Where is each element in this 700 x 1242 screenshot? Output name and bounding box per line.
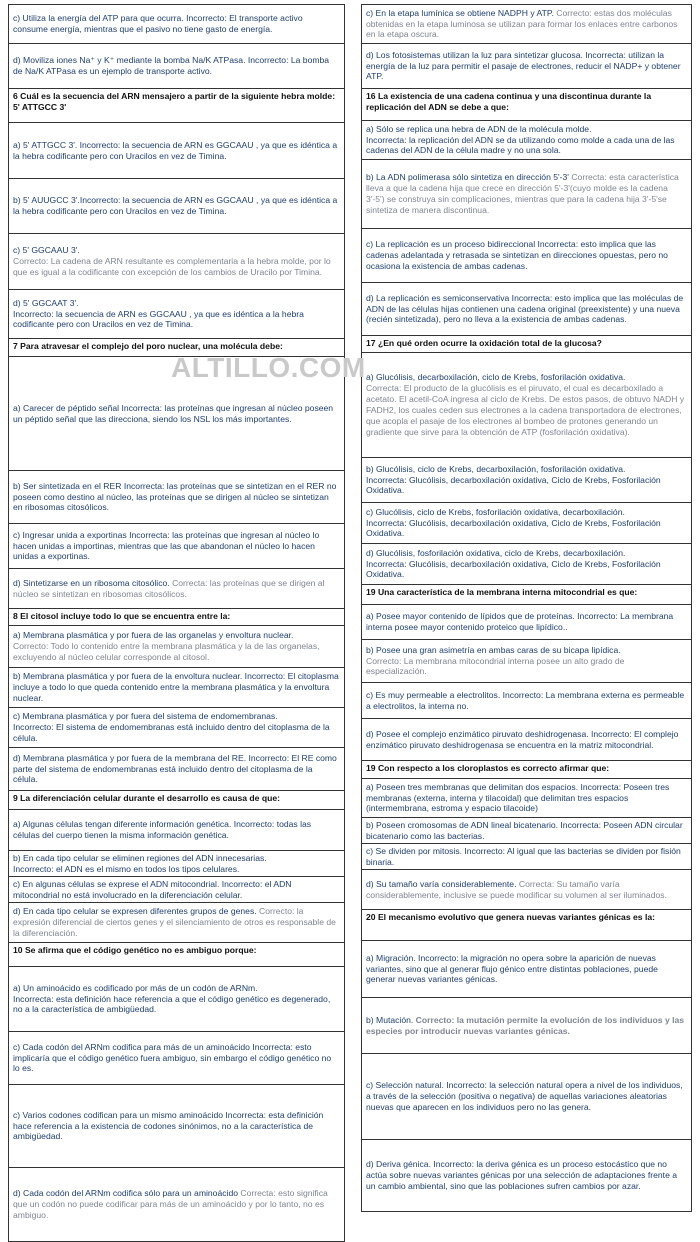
answer-option-row (362, 229, 692, 283)
option-text: d) Deriva génica. (366, 1159, 431, 1170)
option-comment: Incorrecta: esta definición hace referencia a la existencia de codones sinónimos, no a la característica de ambigüedad. (13, 1109, 324, 1142)
option-text: d) Membrana plasmática y por fuera de la membrana del RE. (13, 752, 247, 763)
question-header: 8 El citosol incluye todo lo que se encuentra entre la: (9, 609, 345, 626)
question-header: 9 La diferenciación celular durante el desarrollo es causa de que: (9, 791, 345, 810)
option-comment: Correcto: la mutación permite la evolución de los individuos y las especies por introducir nuevas variantes génicas. (366, 1014, 685, 1036)
option-comment: Incorrecto: la deriva génica es un proceso estocástico que no actúa sobre nuevas variantes génicas por una selección de adaptaciones frente a un cambio ambiental, sino que las poblaciones sufren cambios por azar. (366, 1159, 678, 1191)
option-comment: Correcta: Su tamaño varía considerablemente, inclusive se puede modificar su volumen al ser iluminados. (366, 878, 667, 900)
option-text: b) 5' AUUGCC 3'. (13, 195, 80, 206)
answer-option-row (9, 967, 345, 1032)
answer-option-row (9, 1032, 345, 1085)
option-text: a) Carecer de péptido señal (13, 402, 120, 413)
option-text: d) En cada tipo celular se expresen diferentes grupos de genes. (13, 906, 257, 917)
answer-option (362, 818, 692, 844)
answer-option (362, 544, 692, 585)
option-comment: Correcto: La cadena de ARN resultante es complementaria a la hebra molde, por lo que es igual a la codificante con excepción de los cambios de Uracilo por Timina. (13, 256, 331, 277)
option-comment: Incorrecto: La membrana interna posee mayor contenido proteico que lipídico.. (366, 611, 674, 632)
question-header-row (362, 336, 692, 353)
option-comment: Incorrecta: la replicación del ADN se da utilizando como molde a cada una de las cadenas del ADN de la célula madre y no una sola. (366, 134, 675, 156)
option-comment: Incorrecto: el ADN es el mismo en todos los tipos celulares. (13, 863, 240, 874)
left-column (8, 4, 345, 1242)
answer-option (362, 121, 692, 160)
option-text: a) Glucólisis, decarboxilación, ciclo de Krebs, fosforilación oxidativa. (366, 372, 626, 383)
answer-option-row (362, 1140, 692, 1212)
answer-option-row (9, 1168, 345, 1242)
option-text: b) Membrana plasmática y por fuera de la envoltura nuclear. (13, 671, 243, 682)
answer-option-row (362, 5, 692, 44)
option-comment: Incorrecta: las proteínas que ingresan al núcleo lo hacen unidas a importinas, mientras que las que abandonan el núcleo lo hacen unidas a exportinas. (13, 529, 320, 562)
answer-option-row (362, 998, 692, 1054)
option-comment: Incorrecto: La bomba de Na/K ATPasa es un ejemplo de transporte activo. (13, 55, 330, 76)
option-comment: Incorrecta: utilizan la energía de la luz para permitir el pasaje de electrones, reducir el NADP+ y obtener ATP. (366, 49, 681, 82)
answer-option-row (362, 818, 692, 844)
answer-option (9, 851, 345, 877)
option-comment: Incorrecta: las proteínas que ingresan al núcleo poseen un péptido señal que las direcciona, siendo los NSL los más importantes. (13, 402, 334, 424)
watermark: ALTILLO.COM (171, 352, 366, 383)
answer-option-row (9, 179, 345, 234)
answer-option-row (362, 844, 692, 870)
answer-option (362, 844, 692, 870)
answer-option-row (362, 870, 692, 910)
option-text: c) Cada codón del ARNm codifica para más de un aminoácido (13, 1041, 250, 1052)
answer-option (362, 44, 692, 89)
option-comment: Incorrecta: esto implica que las moléculas de ADN de las células hijas contienen una cadena original (preexistente) y una nueva (recién sintetizada), pero no lleva a la existencia de ambas cadenas. (366, 292, 684, 325)
option-comment: Incorrecta: esta definición hace referencia a que el código genético es degenerado, no a la característica de ambigüedad. (13, 993, 331, 1015)
option-text: b) Glucólisis, ciclo de Krebs, decarboxilación, fosforilación oxidativa. (366, 463, 626, 474)
answer-option-row (9, 524, 345, 569)
option-comment: Correcto: la expresión diferencial de ciertos genes y el silenciamiento de otros es responsable de la diferenciación. (13, 906, 336, 938)
option-text: a) 5' ATTGCC 3'. (13, 139, 78, 150)
option-comment: Incorrecta: Glucólisis, decarboxilación oxidativa, Ciclo de Krebs, Fosforilación Oxidativa. (366, 558, 661, 580)
option-comment: Incorrecto: El transporte activo consume energía, mientras que el pasivo no tiene gasto de energía. (13, 13, 303, 34)
answer-option (9, 708, 345, 748)
question-header: 19 Con respecto a los cloroplastos es correcto afirmar que: (362, 761, 692, 779)
answer-option (362, 605, 692, 640)
answer-option (9, 357, 345, 471)
option-comment: Incorrecto: el ADN mitocondrial no está involucrado en la diferenciación celular. (13, 878, 292, 900)
answer-option (362, 998, 692, 1054)
option-text: c) Utiliza la energía del ATP para que ocurra. (13, 13, 184, 24)
answer-option-row (362, 779, 692, 818)
answer-option (9, 626, 345, 668)
question-header-row (9, 339, 345, 357)
option-text: d) Cada codón del ARNm codifica sólo para un aminoácido (13, 1188, 238, 1199)
answer-option-row (9, 877, 345, 903)
answer-option (362, 283, 692, 336)
answer-option-row (362, 353, 692, 458)
answer-option-row (362, 683, 692, 719)
answer-option (9, 1168, 345, 1242)
answer-option-row (9, 626, 345, 668)
option-text: a) Algunas células tengan diferente información genética. (13, 819, 232, 830)
option-comment: Incorrecto: El RE como parte del sistema de endomembranas está incluido dentro del citoplasma de la célula. (13, 752, 337, 785)
option-text: c) Se dividen por mitosis. (366, 845, 462, 856)
option-text: b) Mutación. (366, 1014, 414, 1025)
answer-option-row (9, 748, 345, 791)
answer-option (9, 5, 345, 44)
answer-option-row (9, 569, 345, 609)
option-text: a) Sólo se replica una hebra de ADN de la molécula molde. (366, 123, 592, 134)
answer-option (362, 1054, 692, 1140)
option-text: d) Su tamaño varía considerablemente. (366, 878, 517, 889)
answer-option (9, 1032, 345, 1085)
answer-option-row (9, 810, 345, 851)
answer-option-row (362, 160, 692, 229)
question-header-row (362, 761, 692, 779)
answer-option (9, 810, 345, 851)
question-header-row (362, 89, 692, 121)
answer-option (362, 941, 692, 998)
option-text: a) Posee mayor contenido de lípidos que de proteínas. (366, 611, 575, 622)
answer-option (9, 44, 345, 89)
option-comment: Incorrecta: esto implicaría que el código genético fuera ambiguo, sin embargo el código genético no lo es. (13, 1041, 332, 1074)
question-header: 17 ¿En qué orden ocurre la oxidación total de la glucosa? (362, 336, 692, 353)
answer-option-row (9, 234, 345, 290)
question-header-row (9, 943, 345, 967)
answer-option (9, 569, 345, 609)
answer-option (9, 179, 345, 234)
option-text: c) Ingresar unida a exportinas (13, 529, 127, 540)
question-header: 19 Una característica de la membrana interna mitocondrial es que: (362, 585, 692, 605)
answer-option (9, 123, 345, 179)
answer-option-row (362, 283, 692, 336)
answer-option-row (362, 605, 692, 640)
option-text: b) Posee una gran asimetría en ambas caras de su bicapa lipídica. (366, 644, 621, 655)
option-comment: Incorrecto: la selección natural opera a nivel de los individuos, a través de la selección (positiva o negativa) de aquellas variaciones aleatorias nuevas que aparecen en los individuos pero no las genera. (366, 1080, 683, 1112)
answer-option-row (9, 708, 345, 748)
option-text: a) Poseen tres membranas que delimitan dos espacios. (366, 781, 579, 792)
question-header: 10 Se afirma que el código genético no es ambiguo porque: (9, 943, 345, 967)
answer-option-row (9, 5, 345, 44)
option-text: b) La ADN polimerasa sólo sintetiza en dirección 5'-3' (366, 172, 569, 183)
answer-option (362, 683, 692, 719)
option-comment: Incorrecta: esto implica que las cadenas adelantada y retrasada se sintetizan en direcciones opuestas, pero no ocasiona la existencia de ambas cadenas. (366, 239, 668, 271)
question-header-row (362, 585, 692, 605)
option-comment: Incorrecto: Al igual que las bacterias se dividen por fisión binaria. (366, 845, 681, 867)
answer-option (362, 458, 692, 503)
option-comment: Incorrecto: la migración no opera sobre la aparición de nuevas variantes, sino que al generar flujo génico entre distintas poblaciones, puede generar nuevas variantes génicas. (366, 952, 658, 985)
question-header-row (9, 609, 345, 626)
option-comment: Incorrecto: El sistema de endomembranas está incluido dentro del citoplasma de la célula. (13, 722, 330, 743)
answer-option-row (362, 544, 692, 585)
option-text: d) 5' GGCAAT 3'. (13, 297, 79, 308)
option-comment: Correcto: Todo lo contenido entre la membrana plasmática y la de las organelas, excluyendo al núcleo celular corresponde al citosol. (13, 641, 320, 662)
option-text: d) Glucólisis, fosforilación oxidativa, ciclo de Krebs, decarboxilación. (366, 547, 626, 558)
option-comment: Incorrecto: todas las células del cuerpo tienen la misma información genética. (13, 819, 312, 840)
option-comment: Incorrecto: La membrana externa es permeable a electrolitos, la interna no. (366, 689, 685, 711)
option-comment: Correcta: El producto de la glucólisis es el piruvato, el cual es decarboxilado a acetato. El acetil-CoA ingresa al ciclo de Krebs. De estos pasos, de obtuvo NADH y FADH2, los cuales ceden sus electrones a la cadena transportadora de electrones, que acopla el pasaje de los electrones al bombeo de protones generando un gradiente que sirve para la obtención de ATP (fosforilación oxidativa). (366, 383, 685, 437)
answer-option-row (9, 903, 345, 943)
answer-option (362, 1140, 692, 1212)
answer-option (362, 5, 692, 44)
option-comment: Incorrecta: Poseen ADN circular bicatenario como las bacterias. (366, 819, 683, 841)
answer-option-row (362, 121, 692, 160)
answer-option (362, 640, 692, 683)
answer-option-row (9, 668, 345, 708)
answer-option (9, 234, 345, 290)
answer-option (9, 290, 345, 339)
option-comment: Correcta: las proteínas que se dirigen al núcleo se sintetizan en ribosomas citosólicos. (13, 577, 325, 599)
answer-option (9, 471, 345, 524)
option-text: d) La replicación es semiconservativa (366, 292, 510, 303)
question-header: 20 El mecanismo evolutivo que genera nuevas variantes génicas es la: (362, 910, 692, 941)
option-text: c) 5' GGCAAU 3'. (13, 245, 80, 256)
answer-option (9, 1085, 345, 1168)
answer-option (9, 668, 345, 708)
answer-option (362, 503, 692, 544)
question-header-row (9, 89, 345, 123)
right-column (361, 4, 692, 1212)
option-text: c) Es muy permeable a electrolitos. (366, 689, 501, 700)
answer-option-row (9, 44, 345, 89)
answer-option-row (9, 357, 345, 471)
option-text: c) La replicación es un proceso bidireccional (366, 239, 536, 250)
answer-option-row (9, 851, 345, 877)
answer-option (9, 748, 345, 791)
answer-option-row (9, 123, 345, 179)
answer-option-row (9, 471, 345, 524)
answer-option (9, 524, 345, 569)
answer-option-row (9, 1085, 345, 1168)
answer-option (9, 967, 345, 1032)
answer-option (362, 353, 692, 458)
option-comment: Incorrecta: las proteínas que se sintetizan en el RER no poseen como destino al núcleo, las proteínas que se dirigen al núcleo se sintetizan en ribosomas citosólicos. (13, 480, 337, 513)
option-comment: Correcta: esta característica lleva a que la cadena hija que crece en dirección 5'-3'(cuyo molde es la cadena 3'-5') se construya sin complicaciones, mientras que para la cadena hija 3'-5'se sintetiza de manera discontinua. (366, 172, 679, 215)
question-header-row (362, 910, 692, 941)
option-comment: Incorrecta: Glucólisis, decarboxilación oxidativa, Ciclo de Krebs, Fosforilación Oxidativa. (366, 474, 661, 496)
option-text: b) Ser sintetizada en el RER (13, 480, 122, 491)
answer-option-row (9, 290, 345, 339)
option-comment: Incorrecto: la secuencia de ARN es GGCAAU , ya que es idéntica a la hebra codificante pero con Uracilos en vez de Timina. (13, 308, 304, 330)
option-text: a) Migración. (366, 952, 416, 963)
option-text: d) Moviliza iones Na⁺ y K⁺ mediante la bomba Na/K ATPasa. (13, 55, 246, 66)
answer-option-row (362, 719, 692, 761)
option-comment: Correcto: La membrana mitocondrial interna posee un alto grado de especialización. (366, 655, 625, 677)
question-header: 16 La existencia de una cadena continua y una discontinua durante la replicación del ADN se debe a que: (362, 89, 692, 121)
question-header: 7 Para atravesar el complejo del poro nuclear, una molécula debe: (9, 339, 345, 357)
answer-option (362, 870, 692, 910)
answer-option-row (362, 941, 692, 998)
option-text: c) Glucólisis, ciclo de Krebs, fosforilación oxidativa, decarboxilación. (366, 506, 625, 517)
option-text: a) Membrana plasmática y por fuera de las organelas y envoltura nuclear. (13, 630, 294, 641)
answer-option-row (362, 640, 692, 683)
option-comment: Correcta: esto significa que un codón no puede codificar para más de un aminoácido y por lo tanto, no es ambiguo. (13, 1188, 328, 1220)
option-comment: Incorrecta: Glucólisis, decarboxilación oxidativa, Ciclo de Krebs, Fosforilación Oxidativa. (366, 517, 661, 539)
question-header: 6 Cuál es la secuencia del ARN mensajero a partir de la siguiente hebra molde: 5' ATTGCC 3' (9, 89, 345, 123)
option-text: a) Un aminoácido es codificado por más de un codón de ARNm. (13, 982, 258, 993)
answer-option (362, 229, 692, 283)
option-text: d) Posee el complejo enzimático piruvato deshidrogenasa. (366, 728, 589, 739)
answer-option (362, 779, 692, 818)
answer-option-row (362, 44, 692, 89)
option-comment: Incorrecto: la secuencia de ARN es GGCAAU , ya que es idéntica a la hebra codificante pero con Uracilos en vez de Timina. (13, 195, 338, 216)
option-comment: Incorrecta: Poseen tres membranas (externa, interna y tilacoidal) que delimitan tres espacios (intermembrana, estroma y espacio tilacoide) (366, 781, 670, 814)
answer-option (9, 877, 345, 903)
answer-option (362, 160, 692, 229)
option-text: d) Los fotosistemas utilizan la luz para sintetizar glucosa. (366, 49, 583, 60)
option-comment: Incorrecto: El complejo enzimático piruvato deshidrogenasa se encuentra en la matriz mitocondrial. (366, 728, 679, 750)
option-text: c) Membrana plasmática y por fuera del sistema de endomembranas. (13, 711, 278, 722)
option-text: c) En la etapa lumínica se obtiene NADPH y ATP. (366, 7, 554, 18)
option-text: b) Poseen cromosomas de ADN lineal bicatenario. (366, 819, 559, 830)
answer-option (9, 903, 345, 943)
option-text: b) En cada tipo celular se eliminen regiones del ADN innecesarias. (13, 852, 267, 863)
option-text: c) En algunas células se exprese el ADN mitocondrial. (13, 878, 220, 889)
answer-option-row (362, 503, 692, 544)
question-header-row (9, 791, 345, 810)
answer-option-row (362, 458, 692, 503)
option-text: d) Sintetizarse en un ribosoma citosólico. (13, 577, 170, 588)
option-comment: Incorrecto: la secuencia de ARN es GGCAAU , ya que es idéntica a la hebra codificante pero con Uracilos en vez de Timina. (13, 139, 338, 161)
option-comment: Correcto: estas dos moléculas obtenidas en la etapa luminosa se utilizan para formar los enlaces entre carbonos en la etapa oscura. (366, 7, 678, 40)
option-comment: Incorrecto: El citoplasma incluye a todo lo que queda contenido entre la membrana plasmática y la envoltura nuclear. (13, 671, 339, 703)
answer-option-row (362, 1054, 692, 1140)
option-text: c) Varios codones codifican para un mismo aminoácido (13, 1109, 224, 1120)
answer-option (362, 719, 692, 761)
option-text: c) Selección natural. (366, 1080, 444, 1091)
